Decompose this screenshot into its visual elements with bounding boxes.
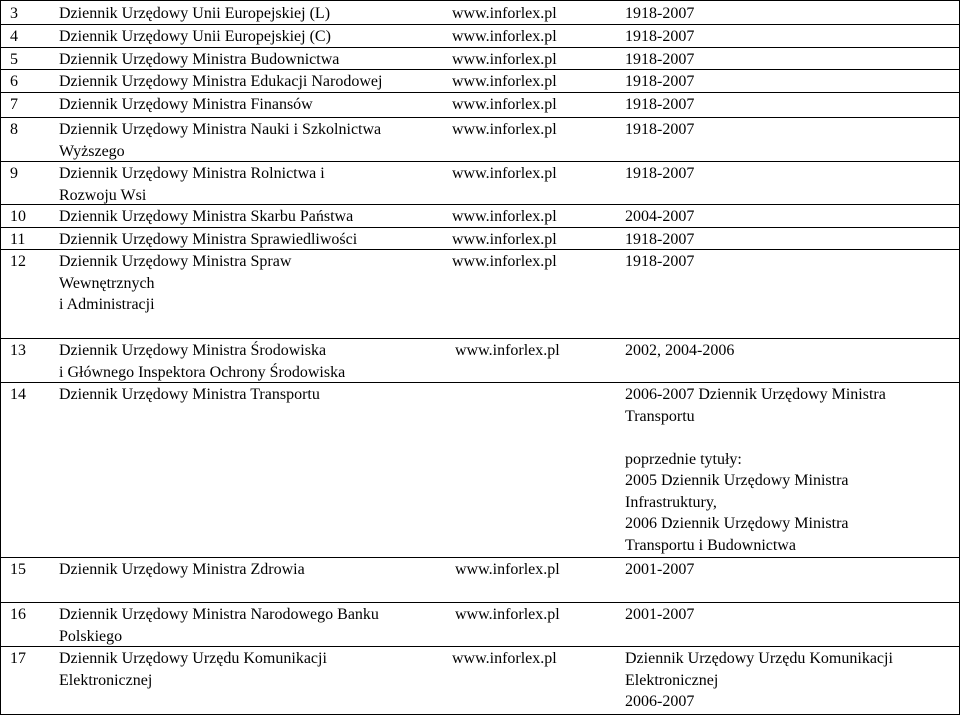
row-divider [0,0,960,1]
year-range: 2001-2007 [625,606,695,623]
year-range: 2004-2007 [625,208,695,225]
journal-title: Dziennik Urzędowy Ministra Spraw [59,253,292,270]
row-divider [0,646,960,647]
row-number: 6 [10,73,18,90]
source-link[interactable]: www.inforlex.pl [452,165,557,182]
source-link[interactable]: www.inforlex.pl [455,606,560,623]
source-link[interactable]: www.inforlex.pl [452,73,557,90]
year-range: 2002, 2004-2006 [625,342,735,359]
table-border [0,0,1,714]
journal-title: Dziennik Urzędowy Ministra Skarbu Państwa [59,208,354,225]
journal-title: Dziennik Urzędowy Urzędu Komunikacji [59,650,327,667]
year-range: 2006 Dziennik Urzędowy Ministra [625,515,849,532]
row-divider [0,161,960,162]
row-number: 8 [10,121,18,138]
row-divider [0,117,960,118]
year-range: Infrastruktury, [625,493,717,511]
journal-title: Dziennik Urzędowy Ministra Finansów [59,96,313,113]
journal-title: Dziennik Urzędowy Ministra Nauki i Szkolnictwa [59,121,382,138]
source-link[interactable]: www.inforlex.pl [455,342,560,359]
year-range: 1918-2007 [625,28,695,45]
year-range: 1918-2007 [625,121,695,138]
journal-title: Wyższego [59,142,125,160]
source-link[interactable]: www.inforlex.pl [452,253,557,270]
row-number: 3 [10,5,18,22]
year-range: 1918-2007 [625,165,695,182]
year-range: 1918-2007 [625,231,695,248]
year-range: 1918-2007 [625,96,695,113]
year-range: 1918-2007 [625,51,695,68]
year-range: 1918-2007 [625,73,695,90]
source-link[interactable]: www.inforlex.pl [452,121,557,138]
source-link[interactable]: www.inforlex.pl [452,231,557,248]
row-number: 14 [10,386,26,403]
journal-title: Dziennik Urzędowy Ministra Zdrowia [59,561,305,578]
journal-title: Elektronicznej [59,671,153,689]
row-divider [0,338,960,339]
year-range: 2006-2007 Dziennik Urzędowy Ministra [625,386,886,403]
source-link[interactable]: www.inforlex.pl [452,28,557,45]
journal-title: Dziennik Urzędowy Ministra Budownictwa [59,51,340,68]
journal-title: Dziennik Urzędowy Unii Europejskiej (L) [59,5,331,22]
journal-title: Rozwoju Wsi [59,186,147,204]
journal-title: Dziennik Urzędowy Ministra Rolnictwa i [59,165,325,182]
row-number: 9 [10,165,18,182]
source-link[interactable]: www.inforlex.pl [452,5,557,22]
journal-title: Dziennik Urzędowy Ministra Edukacji Narodowej [59,73,383,90]
source-link[interactable]: www.inforlex.pl [452,650,557,667]
row-number: 4 [10,28,18,45]
row-number: 7 [10,96,18,113]
row-number: 12 [10,253,26,270]
year-range: 1918-2007 [625,5,695,22]
journal-title: Dziennik Urzędowy Ministra Sprawiedliwości [59,231,358,248]
year-range: 2001-2007 [625,561,695,578]
source-link[interactable]: www.inforlex.pl [452,96,557,113]
row-number: 10 [10,208,26,225]
row-divider [0,602,960,603]
row-number: 15 [10,561,26,578]
year-range: 2006-2007 [625,693,695,710]
journal-title: Wewnętrznych [59,274,155,292]
journal-title: Dziennik Urzędowy Ministra Narodowego Banku [59,606,379,623]
year-range: Transportu i Budownictwa [625,536,796,554]
journal-title: Dziennik Urzędowy Ministra Środowiska [59,342,327,359]
year-range: Elektronicznej [625,671,719,689]
journal-title: i Administracji [59,296,155,313]
journal-title: Polskiego [59,627,123,645]
journal-title: Dziennik Urzędowy Unii Europejskiej (C) [59,28,331,45]
row-divider [0,557,960,558]
year-range: Dziennik Urzędowy Urzędu Komunikacji [625,650,893,667]
year-range: 1918-2007 [625,253,695,270]
year-range: Transportu [625,407,695,425]
year-range: poprzednie tytuły: [625,450,742,468]
row-number: 11 [10,231,26,248]
year-range: 2005 Dziennik Urzędowy Ministra [625,472,849,489]
journal-title: Dziennik Urzędowy Ministra Transportu [59,386,320,403]
row-number: 13 [10,342,26,359]
source-link[interactable]: www.inforlex.pl [455,561,560,578]
source-link[interactable]: www.inforlex.pl [452,51,557,68]
source-link[interactable]: www.inforlex.pl [452,208,557,225]
row-number: 17 [10,650,26,667]
journal-title: i Głównego Inspektora Ochrony Środowiska [59,363,346,381]
row-number: 5 [10,51,18,68]
row-number: 16 [10,606,26,623]
